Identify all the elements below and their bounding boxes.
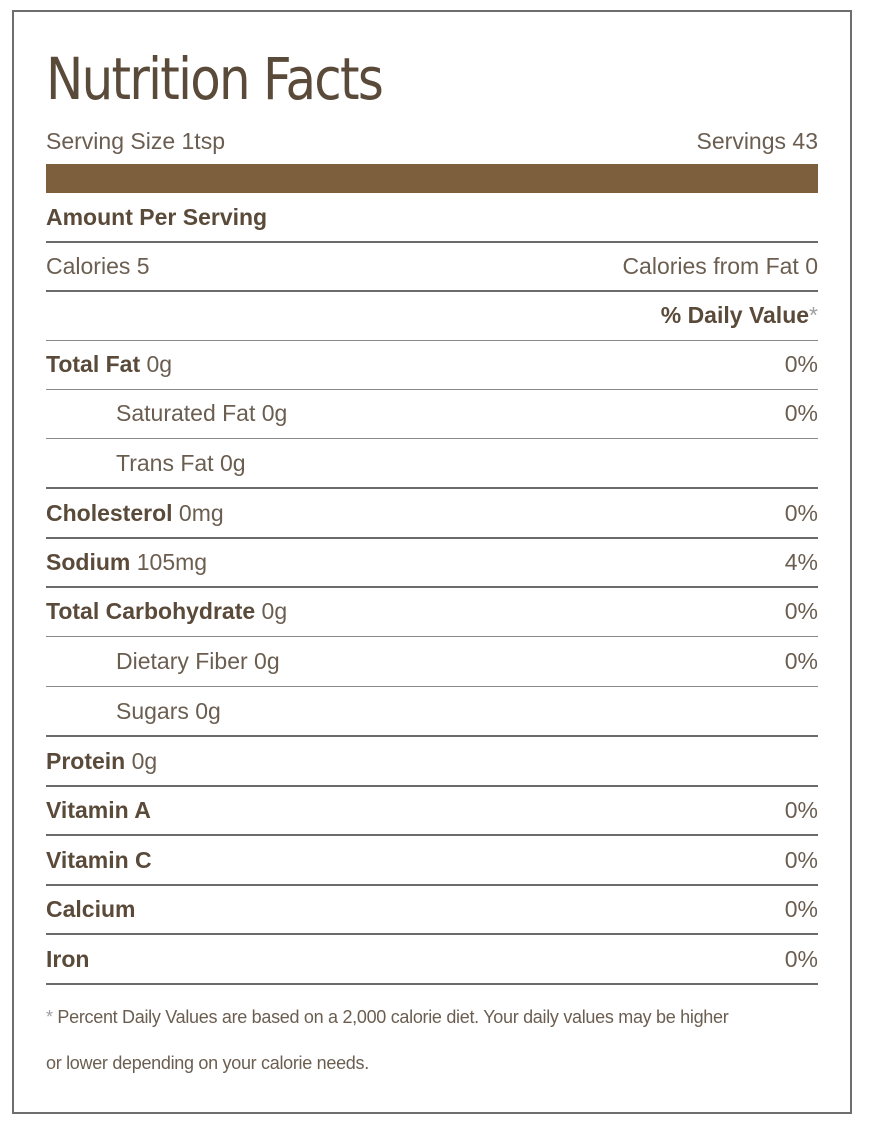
nutrient-amount: 105mg xyxy=(130,549,208,575)
header-bar xyxy=(46,164,818,193)
nutrient-row-total-fat xyxy=(46,341,818,390)
footnote xyxy=(46,994,818,1086)
vitamin-name: Calcium xyxy=(46,896,136,922)
nutrient-name: Dietary Fiber xyxy=(116,648,248,674)
vitamin-pct: 0% xyxy=(784,797,818,823)
divider xyxy=(46,834,818,836)
divider xyxy=(46,933,818,935)
nutrient-pct: 0% xyxy=(784,400,818,426)
nutrient-name: Sugars xyxy=(116,698,189,724)
nutrient-row-sugars xyxy=(46,688,818,737)
nutrient-name: Saturated Fat xyxy=(116,400,256,426)
nutrient-row-trans-fat xyxy=(46,440,818,489)
footnote-star: * xyxy=(46,1007,53,1027)
daily-value-header-row xyxy=(46,292,818,341)
nutrient-name: Total Fat xyxy=(46,351,141,377)
nutrient-pct: 0% xyxy=(784,648,818,674)
divider xyxy=(46,686,818,687)
divider xyxy=(46,983,818,985)
nutrient-total-carbohydrate xyxy=(46,598,287,625)
vitamin-name: Vitamin A xyxy=(46,797,151,823)
nutrient-pct: 4% xyxy=(784,549,818,575)
vitamin-pct: 0% xyxy=(784,896,818,922)
nutrient-protein xyxy=(46,748,157,775)
serving-info xyxy=(46,128,818,158)
nutrient-amount: 0g xyxy=(213,450,246,476)
nutrient-amount: 0g xyxy=(140,351,173,377)
footnote-line1: Percent Daily Values are based on a 2,000 calorie diet. Your daily values may be higher xyxy=(52,1007,729,1027)
nutrient-amount: 0mg xyxy=(172,500,224,526)
divider xyxy=(46,735,818,737)
vitamin-row-vitamin-c xyxy=(46,837,818,886)
label-title: Nutrition Facts xyxy=(46,45,383,113)
calories-from-fat: Calories from Fat 0 xyxy=(622,253,818,279)
nutrient-row-saturated-fat xyxy=(46,390,818,439)
calories-value: Calories 5 xyxy=(46,253,150,279)
footnote-line2: or lower depending on your calorie needs. xyxy=(46,1053,369,1073)
serving-size: Serving Size 1tsp xyxy=(46,128,225,154)
daily-value-header xyxy=(661,302,818,329)
servings-count: Servings 43 xyxy=(696,128,818,154)
nutrient-amount: 0g xyxy=(247,648,280,674)
vitamin-name: Vitamin C xyxy=(46,847,152,873)
vitamin-row-calcium xyxy=(46,886,818,935)
nutrient-amount: 0g xyxy=(255,598,288,624)
vitamin-pct: 0% xyxy=(784,847,818,873)
nutrient-sodium xyxy=(46,549,207,576)
amount-per-serving-row xyxy=(46,194,818,243)
nutrient-name: Total Carbohydrate xyxy=(46,598,256,624)
nutrient-cholesterol xyxy=(46,500,224,527)
divider xyxy=(46,487,818,489)
nutrient-row-total-carbohydrate xyxy=(46,588,818,637)
nutrient-amount: 0g xyxy=(188,698,221,724)
nutrient-pct: 0% xyxy=(784,598,818,624)
nutrient-row-cholesterol xyxy=(46,490,818,539)
nutrient-pct: 0% xyxy=(784,500,818,526)
divider xyxy=(46,438,818,439)
vitamin-pct: 0% xyxy=(784,946,818,972)
nutrient-saturated-fat xyxy=(116,400,287,427)
vitamin-row-iron xyxy=(46,936,818,985)
calories-row xyxy=(46,243,818,292)
nutrient-dietary-fiber xyxy=(116,648,280,675)
nutrient-trans-fat xyxy=(116,450,246,477)
nutrient-row-sodium xyxy=(46,539,818,588)
nutrient-name: Trans Fat xyxy=(116,450,214,476)
amount-per-serving-label: Amount Per Serving xyxy=(46,204,268,230)
nutrient-amount: 0g xyxy=(125,748,158,774)
nutrient-pct: 0% xyxy=(784,351,818,377)
divider xyxy=(46,636,818,637)
nutrient-name: Sodium xyxy=(46,549,131,575)
daily-value-star: * xyxy=(809,302,818,328)
vitamin-name: Iron xyxy=(46,946,90,972)
vitamin-row-vitamin-a xyxy=(46,787,818,836)
nutrient-amount: 0g xyxy=(255,400,288,426)
daily-value-label: % Daily Value xyxy=(660,302,810,328)
nutrient-row-dietary-fiber xyxy=(46,638,818,687)
nutrient-row-protein xyxy=(46,738,818,787)
nutrient-name: Cholesterol xyxy=(46,500,173,526)
nutrient-total-fat xyxy=(46,351,172,378)
nutrient-sugars xyxy=(116,698,221,725)
nutrient-name: Protein xyxy=(46,748,126,774)
